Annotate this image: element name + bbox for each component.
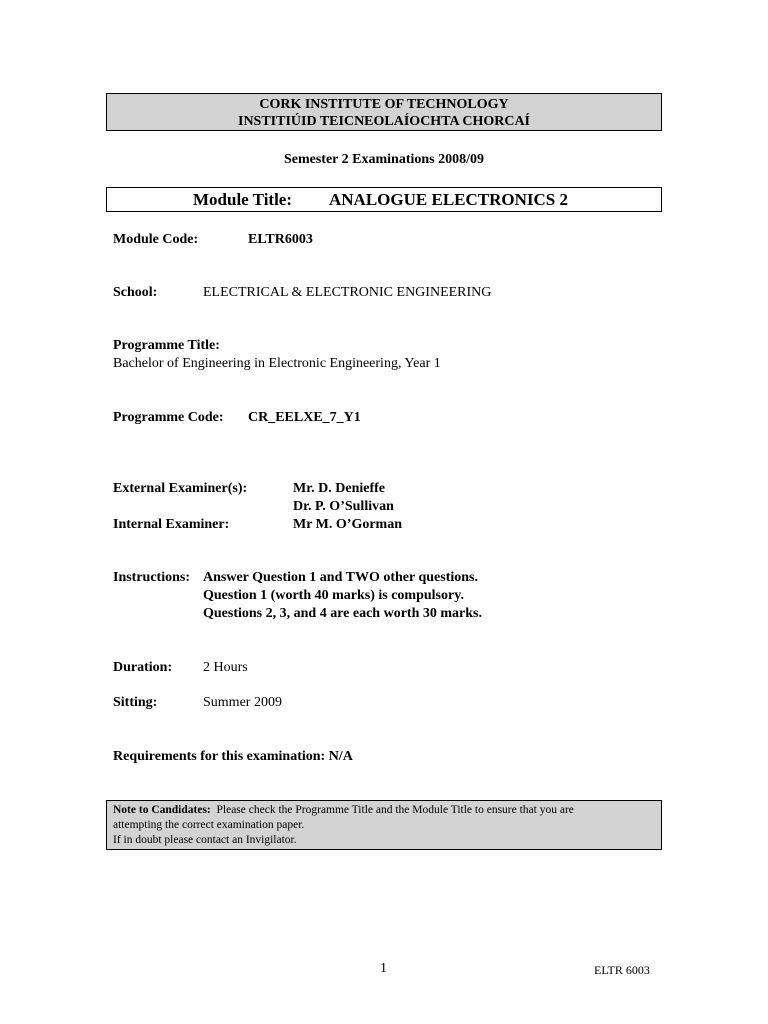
note-label: Note to Candidates: [113, 804, 211, 816]
semester-heading: Semester 2 Examinations 2008/09 [283, 152, 484, 167]
school-value: ELECTRICAL & ELECTRONIC ENGINEERING [203, 285, 492, 300]
duration-label: Duration: [113, 660, 173, 675]
external-examiner-1: Mr. D. Denieffe [293, 481, 386, 496]
programme-title-value: Bachelor of Engineering in Electronic Engineering, Year 1 [113, 356, 441, 371]
institute-name-irish: INSTITIÚID TEICNEOLAÍOCHTA CHORCAÍ [238, 114, 530, 129]
instructions-line-3: Questions 2, 3, and 4 are each worth 30 marks. [203, 606, 482, 621]
institute-name-english: CORK INSTITUTE OF TECHNOLOGY [259, 97, 509, 112]
duration-value: 2 Hours [203, 660, 248, 675]
note-text-1: Please check the Programme Title and the Module Title to ensure that you are [216, 804, 574, 816]
instructions-line-1: Answer Question 1 and TWO other questions. [203, 570, 478, 585]
internal-examiner-label: Internal Examiner: [113, 517, 230, 532]
note-line-1 [113, 803, 655, 818]
instructions-line-2: Question 1 (worth 40 marks) is compulsory. [203, 588, 464, 603]
footer-module-code: ELTR 6003 [594, 963, 650, 977]
programme-title-label: Programme Title: [113, 338, 220, 353]
programme-code-value: CR_EELXE_7_Y1 [248, 410, 361, 425]
programme-code-label: Programme Code: [113, 410, 224, 425]
internal-examiner-value: Mr M. O’Gorman [293, 517, 402, 532]
page-number: 1 [380, 961, 387, 976]
instructions-label: Instructions: [113, 570, 191, 585]
external-examiner-2: Dr. P. O’Sullivan [293, 499, 394, 514]
note-line-3: If in doubt please contact an Invigilator. [113, 834, 297, 846]
external-examiner-label: External Examiner(s): [113, 481, 248, 496]
requirements-text: Requirements for this examination: N/A [113, 749, 353, 764]
note-line-2: attempting the correct examination paper. [113, 819, 305, 831]
sitting-label: Sitting: [113, 695, 158, 710]
module-code-label: Module Code: [113, 232, 199, 247]
module-title-box [106, 187, 662, 212]
institute-header [106, 93, 662, 131]
note-to-candidates-box [106, 800, 662, 850]
module-title-label: Module Title: [193, 190, 293, 209]
school-label: School: [113, 285, 158, 300]
sitting-value: Summer 2009 [203, 695, 282, 710]
module-code-value: ELTR6003 [248, 232, 313, 247]
module-title-value: ANALOGUE ELECTRONICS 2 [329, 190, 568, 209]
